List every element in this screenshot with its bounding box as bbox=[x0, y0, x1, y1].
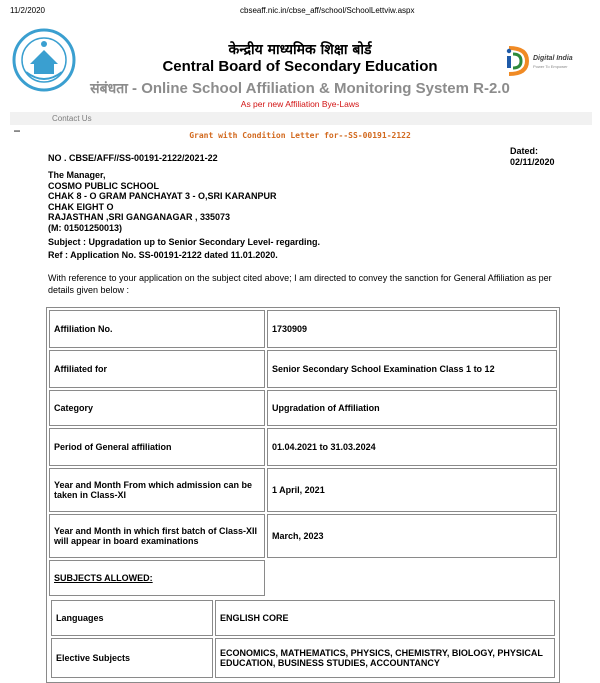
address-line: COSMO PUBLIC SCHOOL bbox=[48, 180, 160, 191]
table-row bbox=[49, 428, 557, 466]
letter-title: Grant with Condition Letter for--SS-00191-2122 bbox=[189, 131, 411, 140]
address-line: CHAK 8 - O GRAM PANCHAYAT 3 - O,SRI KARANPUR bbox=[48, 191, 277, 201]
table-row bbox=[49, 350, 557, 388]
table-row bbox=[51, 600, 555, 636]
affiliation-details-table bbox=[46, 307, 560, 683]
row-value: 1730909 bbox=[267, 310, 557, 348]
board-title-english: Central Board of Secondary Education bbox=[162, 58, 438, 75]
row-value: March, 2023 bbox=[267, 514, 557, 558]
row-value: Upgradation of Affiliation bbox=[267, 390, 557, 426]
row-value: Senior Secondary School Examination Class 1 to 12 bbox=[267, 350, 557, 388]
system-prefix-hindi: संबंधता bbox=[90, 81, 128, 97]
row-label: Year and Month in which first batch of Class-XII will appear in board examinations bbox=[49, 514, 265, 558]
address-line: The Manager, bbox=[48, 170, 106, 180]
subject-label: Languages bbox=[51, 600, 213, 636]
subjects-table bbox=[49, 598, 557, 680]
subjects-container bbox=[49, 598, 557, 680]
subject-value: ECONOMICS, MATHEMATICS, PHYSICS, CHEMISTRY, BIOLOGY, PHYSICAL EDUCATION, BUSINESS STUDIES, ACCOUNTANCY bbox=[215, 638, 555, 678]
subject-label: Elective Subjects bbox=[51, 638, 213, 678]
row-label: Period of General affiliation bbox=[49, 428, 265, 466]
divider-mark: ▬ bbox=[14, 128, 20, 134]
row-value: 01.04.2021 to 31.03.2024 bbox=[267, 428, 557, 466]
digital-india-label: Digital India bbox=[533, 55, 573, 62]
row-value: 1 April, 2021 bbox=[267, 468, 557, 512]
nav-bar bbox=[10, 112, 592, 125]
system-title-text: - Online School Affiliation & Monitoring System R-2.0 bbox=[127, 80, 510, 97]
contact-us-link[interactable]: Contact Us bbox=[52, 114, 92, 123]
row-label: Category bbox=[49, 390, 265, 426]
bye-laws-note: As per new Affiliation Bye-Laws bbox=[240, 99, 360, 109]
row-label: Affiliated for bbox=[49, 350, 265, 388]
intro-paragraph: With reference to your application on the subject cited above; I am directed to convey the sanction for General Affiliation as per details given below : bbox=[48, 273, 552, 295]
subjects-heading bbox=[49, 560, 265, 596]
table-row bbox=[49, 310, 557, 348]
digital-india-tagline: Power To Empower bbox=[533, 64, 568, 69]
subjects-heading-text: SUBJECTS ALLOWED: bbox=[54, 573, 153, 583]
page-url[interactable]: cbseaff.nic.in/cbse_aff/school/SchoolLettviw.aspx bbox=[240, 6, 415, 15]
address-line: (M: 01501250013) bbox=[48, 222, 123, 233]
letter-subject: Subject : Upgradation up to Senior Secondary Level- regarding. bbox=[48, 237, 321, 247]
dated-value: 02/11/2020 bbox=[510, 157, 555, 167]
table-row bbox=[49, 468, 557, 512]
empty-cell bbox=[267, 560, 557, 596]
row-label: Affiliation No. bbox=[49, 310, 265, 348]
digital-india-icon bbox=[505, 44, 531, 78]
table-row bbox=[51, 638, 555, 678]
dated-label: Dated: bbox=[510, 146, 539, 156]
board-title-hindi: केन्द्रीय माध्यमिक शिक्षा बोर्ड bbox=[228, 42, 372, 58]
print-date: 11/2/2020 bbox=[10, 6, 45, 15]
table-row bbox=[49, 390, 557, 426]
subjects-row bbox=[49, 598, 557, 680]
table-row bbox=[49, 514, 557, 558]
subject-value: ENGLISH CORE bbox=[215, 600, 555, 636]
application-reference: Ref : Application No. SS-00191-2122 dated 11.01.2020. bbox=[48, 250, 278, 260]
reference-number: NO . CBSE/AFF//SS-00191-2122/2021-22 bbox=[48, 153, 218, 163]
table-row bbox=[49, 560, 557, 596]
address-line: RAJASTHAN ,SRI GANGANAGAR , 335073 bbox=[48, 212, 231, 222]
row-label: Year and Month From which admission can be taken in Class-XI bbox=[49, 468, 265, 512]
recipient-address bbox=[48, 170, 378, 233]
digital-india-logo bbox=[505, 44, 577, 84]
address-line: CHAK EIGHT O bbox=[48, 201, 114, 212]
